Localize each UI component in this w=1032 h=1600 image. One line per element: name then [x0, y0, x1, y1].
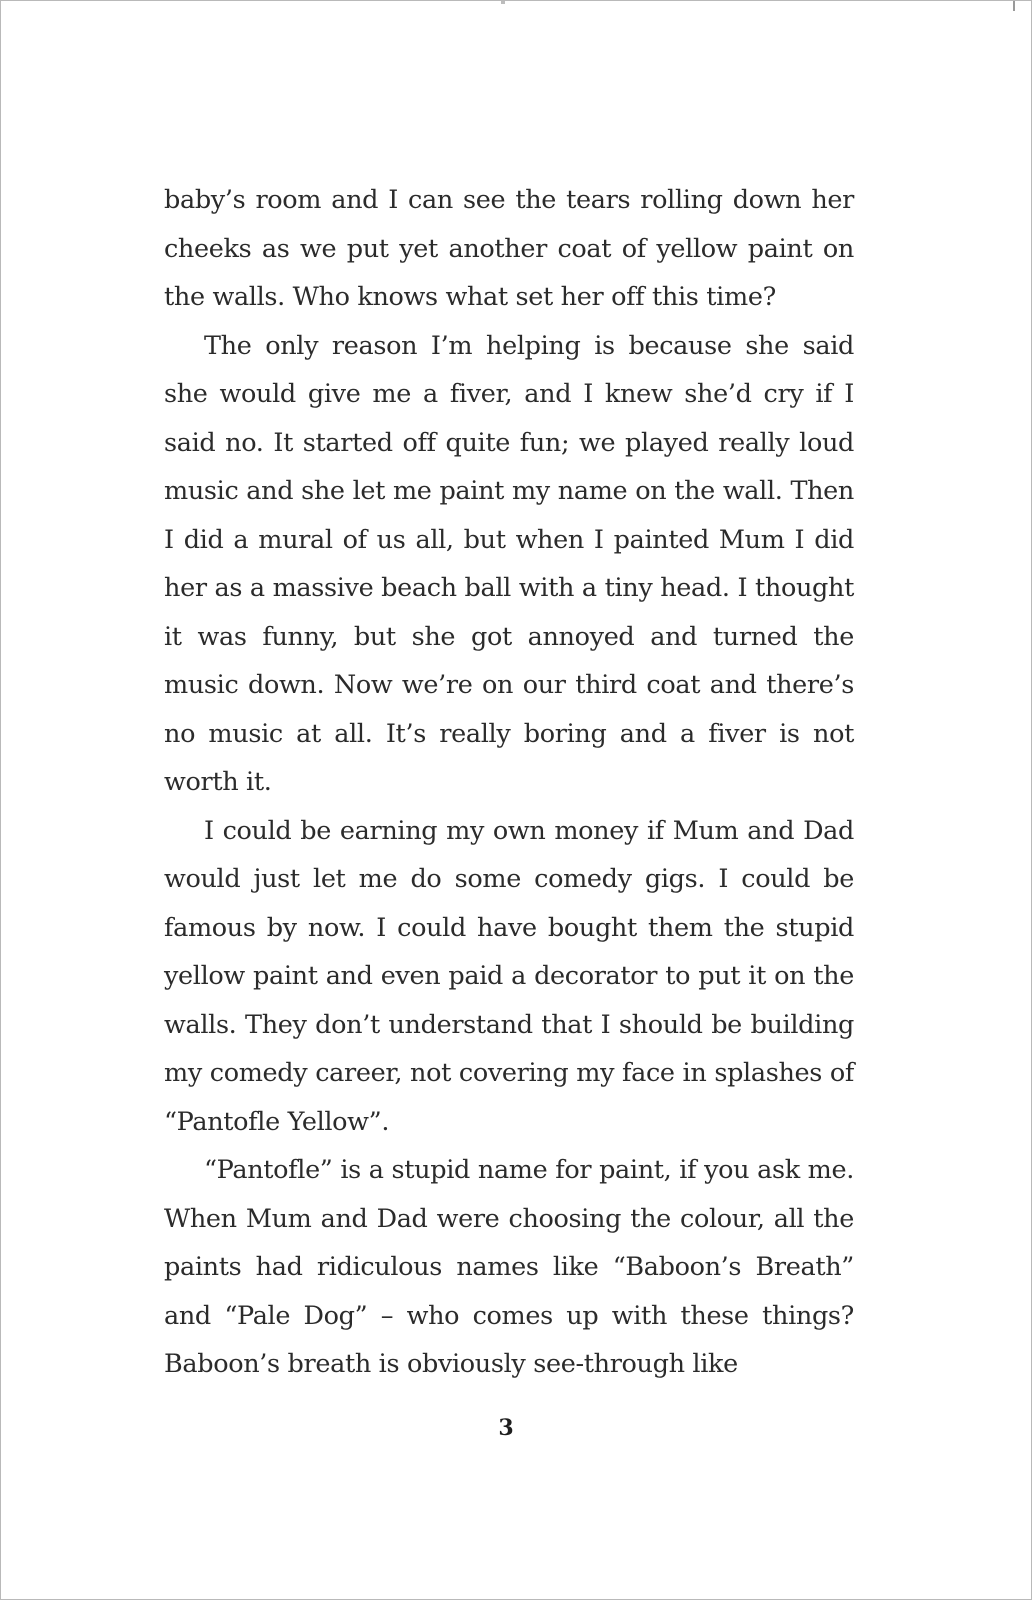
paragraph: The only reason I’m helping is because she said she would give me a fiver, and I knew she’d cry if I said no. It started off quite fun; we played really loud music and she let me paint my name on the wall. Then I did a mural of us all, but when I painted Mum I did her as a massive beach ball with a tiny head. I thought it was funny, but she got annoyed and turned the music down. Now we’re on our third coat and there’s no music at all. It’s really boring and a fiver is not worth it. [164, 330, 854, 797]
paragraph: I could be earning my own money if Mum and Dad would just let me do some comedy gigs. I could be famous by now. I could have bought them the stupid yellow paint and even paid a decorator to put it on the walls. They don’t understand that I should be building my comedy career, not covering my face in splashes of “Pantofle Yellow”. [164, 815, 854, 1137]
top-edge-mark [501, 1, 505, 4]
paragraph: “Pantofle” is a stupid name for paint, if you ask me. When Mum and Dad were choosing the colour, all the paints had ridiculous names like “Baboon’s Breath” and “Pale Dog” – who comes up with these things? Baboon’s breath is obviously see-through like [164, 1155, 854, 1379]
paragraph-continued: baby’s room and I can see the tears rolling down her cheeks as we put yet another coat of yellow paint on the walls. Who knows what set her off this time? [164, 185, 854, 312]
body-text [164, 176, 854, 1389]
corner-mark [1013, 1, 1015, 11]
page-number: 3 [498, 1415, 514, 1441]
